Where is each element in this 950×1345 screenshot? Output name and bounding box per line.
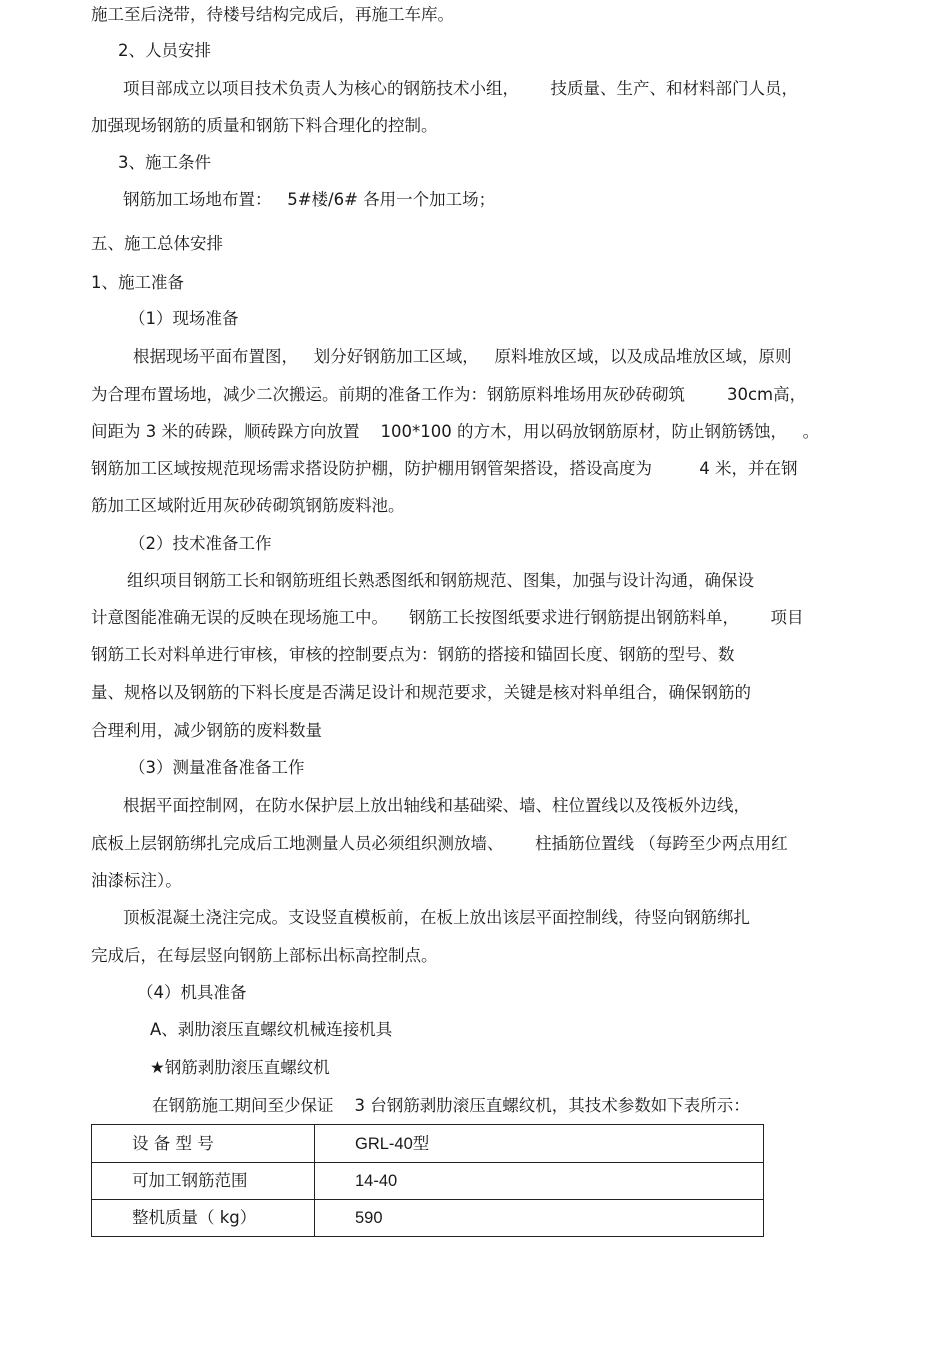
text-line: 合理利用，减少钢筋的废料数量 xyxy=(91,721,322,740)
text-line: 钢筋工长对料单进行审核，审核的控制要点为：钢筋的搭接和锚固长度、钢筋的型号、数 xyxy=(91,645,735,664)
text-line: 加强现场钢筋的质量和钢筋下料合理化的控制。 xyxy=(91,116,438,135)
text-line: 组织项目钢筋工长和钢筋班组长熟悉图纸和钢筋规范、图集，加强与设计沟通，确保设 xyxy=(127,571,754,590)
text-line: 完成后，在每层竖向钢筋上部标出标高控制点。 xyxy=(91,946,438,965)
subsection-heading: （4）机具准备 xyxy=(137,983,247,1002)
section-heading: 1、施工准备 xyxy=(91,273,184,292)
subsection-heading: （3）测量准备准备工作 xyxy=(129,758,305,777)
table-row xyxy=(92,1125,764,1163)
spec-label: 设 备 型 号 xyxy=(92,1125,315,1163)
spec-label: 整机质量（ kg） xyxy=(92,1200,315,1237)
text-line: 筋加工区域附近用灰砂砖砌筑钢筋废料池。 xyxy=(91,496,405,515)
text-line: 量、规格以及钢筋的下料长度是否满足设计和规范要求，关键是核对料单组合，确保钢筋的 xyxy=(91,683,751,702)
text-line: 根据现场平面布置图， 划分好钢筋加工区域， 原料堆放区域，以及成品堆放区域，原则 xyxy=(133,347,792,366)
text-line: 间距为 3 米的砖跺，顺砖跺方向放置 100*100 的方木，用以码放钢筋原材，防止钢筋锈蚀， 。 xyxy=(91,422,820,441)
text-line: 施工至后浇带，待楼号结构完成后，再施工车库。 xyxy=(91,5,454,24)
table-row xyxy=(92,1200,764,1237)
spec-label: 可加工钢筋范围 xyxy=(92,1163,315,1200)
table-row xyxy=(92,1163,764,1200)
text-line: 项目部成立以项目技术负责人为核心的钢筋技术小组， 技质量、生产、和材料部门人员， xyxy=(123,79,798,98)
text-line: 计意图能准确无误的反映在现场施工中。 钢筋工长按图纸要求进行钢筋提出钢筋料单， 项目 xyxy=(91,608,804,627)
text-line: 在钢筋施工期间至少保证 3 台钢筋剥肋滚压直螺纹机，其技术参数如下表所示： xyxy=(152,1096,750,1115)
spec-value: GRL-40型 xyxy=(315,1125,764,1163)
spec-value: 590 xyxy=(315,1200,764,1237)
chapter-heading: 五、施工总体安排 xyxy=(91,234,223,253)
text-line: 根据平面控制网，在防水保护层上放出轴线和基础梁、墙、柱位置线以及筏板外边线， xyxy=(123,796,750,815)
subsection-heading: （2）技术准备工作 xyxy=(129,534,272,553)
item-heading: A、剥肋滚压直螺纹机械连接机具 xyxy=(150,1020,393,1039)
subsection-heading: （1）现场准备 xyxy=(129,309,239,328)
text-line: 底板上层钢筋绑扎完成后工地测量人员必须组织测放墙、 柱插筋位置线 （每跨至少两点用红 xyxy=(91,834,788,853)
text-line: 油漆标注）。 xyxy=(91,871,182,890)
section-heading: 2、人员安排 xyxy=(118,41,211,60)
text-line: 顶板混凝土浇注完成。支设竖直模板前，在板上放出该层平面控制线，待竖向钢筋绑扎 xyxy=(123,908,750,927)
item-heading: ★钢筋剥肋滚压直螺纹机 xyxy=(150,1058,330,1077)
spec-table xyxy=(91,1124,764,1237)
section-heading: 3、施工条件 xyxy=(118,153,211,172)
text-line: 钢筋加工区域按规范现场需求搭设防护棚，防护棚用钢管架搭设，搭设高度为 4 米，并在钢 xyxy=(91,459,798,478)
text-line: 钢筋加工场地布置： 5#楼/6# 各用一个加工场； xyxy=(123,190,496,209)
text-line: 为合理布置场地，减少二次搬运。前期的准备工作为：钢筋原料堆场用灰砂砖砌筑 30cm高， xyxy=(91,385,807,404)
spec-value: 14-40 xyxy=(315,1163,764,1200)
